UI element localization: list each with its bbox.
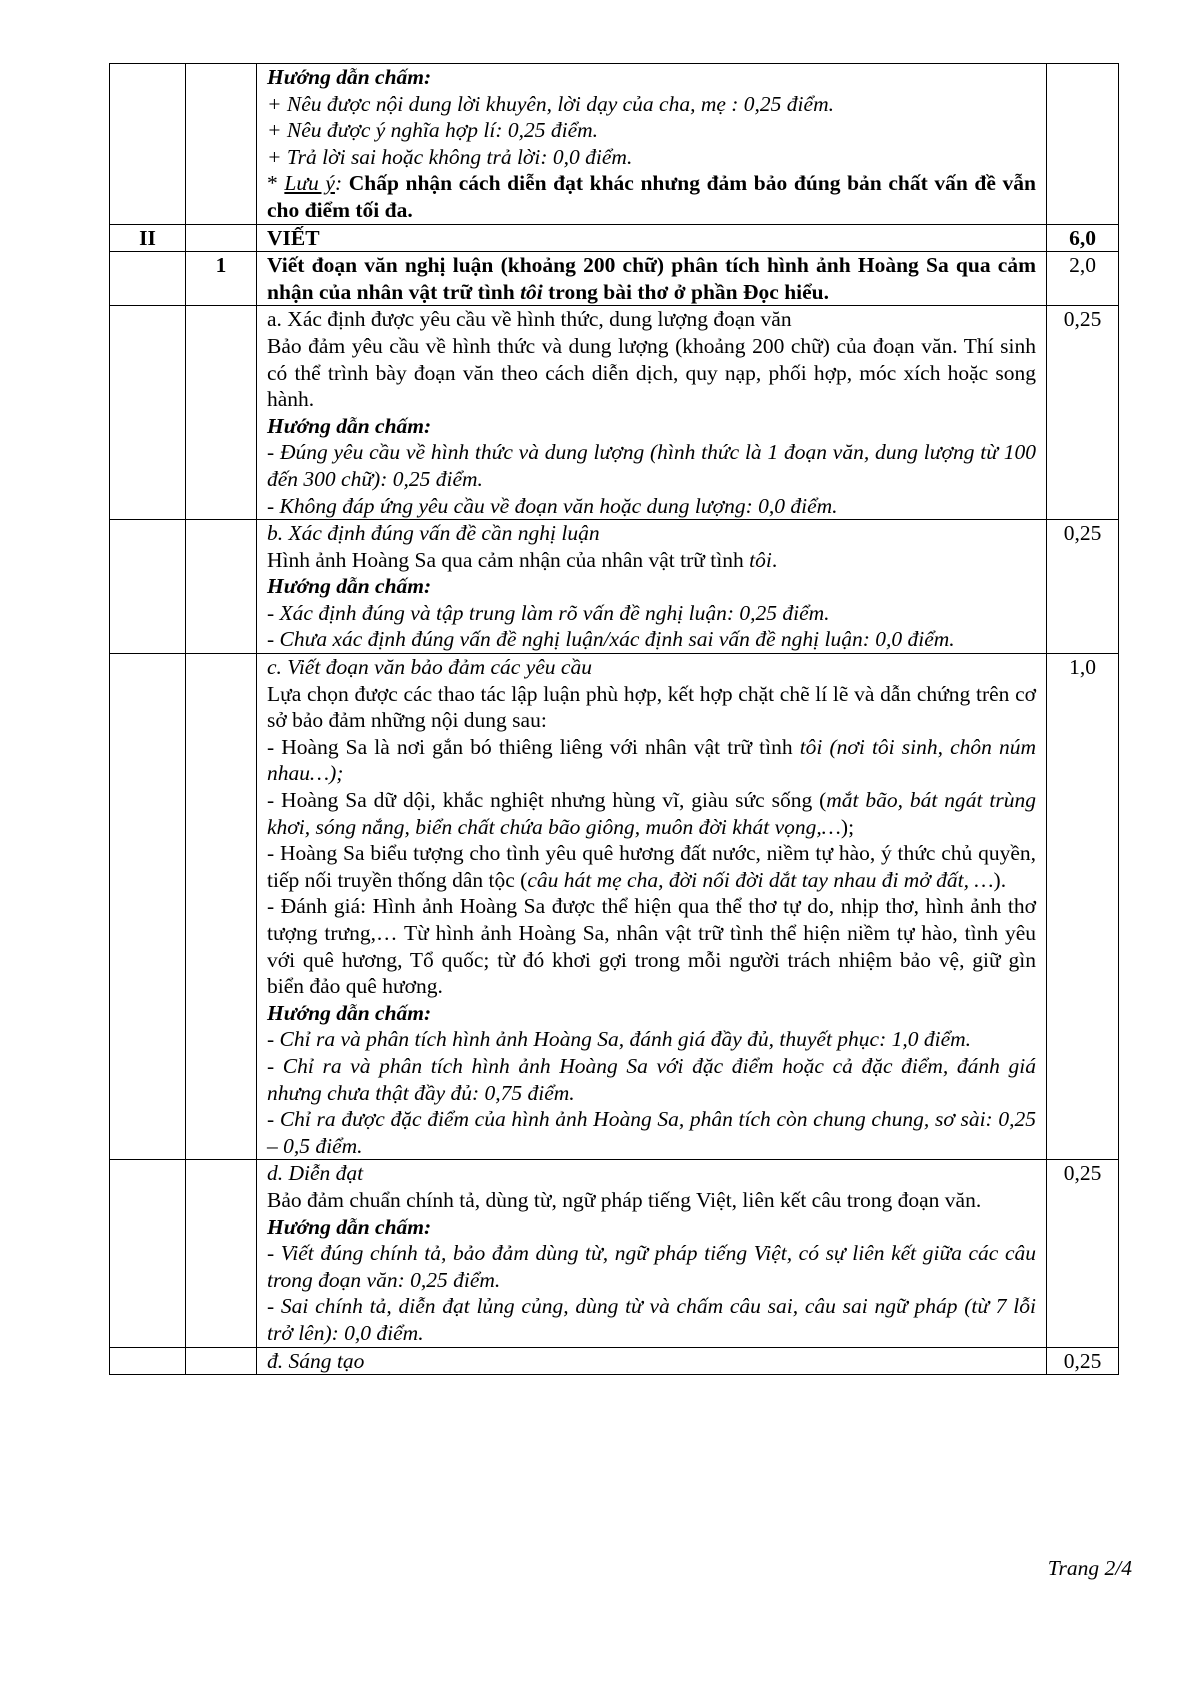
part-cell: [110, 654, 186, 1160]
criterion-body: Hình ảnh Hoàng Sa qua cảm nhận của nhân vật trữ tình tôi.: [267, 547, 778, 572]
content-point: - Đánh giá: Hình ảnh Hoàng Sa được thể hiện qua thể thơ tự do, nhịp thơ, hình ảnh thơ tượng trưng,… Từ hình ảnh Hoàng Sa, nhân vật trữ tình thể hiện niềm tự hào, tình yêu với quê hương, Tổ quốc; từ đó khơi gợi trong mỗi người trách nhiệm bảo vệ, giữ gìn biển đảo quê hương.: [267, 894, 1036, 999]
guide-line: - Không đáp ứng yêu cầu về đoạn văn hoặc dung lượng: 0,0 điểm.: [267, 493, 838, 518]
content-point: - Hoàng Sa biểu tượng cho tình yêu quê hương đất nước, niềm tự hào, ý thức chủ quyền, tiếp nối truyền thống dân tộc (câu hát mẹ cha, đời nối đời dắt tay nhau đi mở đất, …).: [267, 841, 1036, 892]
guide-line: + Nêu được nội dung lời khuyên, lời dạy của cha, mẹ : 0,25 điểm.: [267, 91, 834, 116]
part-cell: [110, 252, 186, 306]
note-label: Lưu ý: [284, 171, 335, 196]
page-number: Trang 2/4: [1047, 1556, 1132, 1580]
score-cell: 0,25: [1047, 1347, 1119, 1375]
guide-line: - Xác định đúng và tập trung làm rõ vấn đề nghị luận: 0,25 điểm.: [267, 600, 830, 625]
question-cell: [186, 1347, 257, 1375]
section-title: VIẾT: [257, 224, 1047, 252]
guide-line: - Chỉ ra và phân tích hình ảnh Hoàng Sa với đặc điểm hoặc cả đặc điểm, đánh giá nhưng chưa thật đầy đủ: 0,75 điểm.: [267, 1053, 1036, 1105]
criterion-body: Lựa chọn được các thao tác lập luận phù hợp, kết hợp chặt chẽ lí lẽ và dẫn chứng trên cơ sở bảo đảm những nội dung sau:: [267, 681, 1036, 733]
question-cell: [186, 224, 257, 252]
guide-heading: Hướng dẫn chấm:: [267, 1214, 432, 1239]
table-row: [110, 1160, 1119, 1347]
content-cell: [257, 1160, 1047, 1347]
content-point: - Hoàng Sa là nơi gắn bó thiêng liêng với nhân vật trữ tình tôi (nơi tôi sinh, chôn núm nhau…);: [267, 734, 1036, 786]
table-row: [110, 252, 1119, 306]
score-cell: 2,0: [1047, 252, 1119, 306]
question-cell: [186, 64, 257, 225]
question-number: 1: [186, 252, 257, 306]
table-row: [110, 306, 1119, 520]
criterion-heading: a. Xác định được yêu cầu về hình thức, dung lượng đoạn văn: [267, 307, 792, 332]
score-cell: 6,0: [1047, 224, 1119, 252]
guide-heading: Hướng dẫn chấm:: [267, 1000, 432, 1025]
part-cell: [110, 520, 186, 654]
content-cell: [257, 306, 1047, 520]
table-row: [110, 1347, 1119, 1375]
part-cell: [110, 1160, 186, 1347]
table-row: [110, 654, 1119, 1160]
table-row: [110, 224, 1119, 252]
content-cell: [257, 520, 1047, 654]
criterion-heading: d. Diễn đạt: [267, 1161, 364, 1186]
question-text: Viết đoạn văn nghị luận (khoảng 200 chữ) phân tích hình ảnh Hoàng Sa qua cảm nhận của nhân vật trữ tình tôi trong bài thơ ở phần Đọc hiểu.: [267, 253, 1036, 304]
question-cell: [186, 520, 257, 654]
content-cell: [257, 1347, 1047, 1375]
score-cell: 0,25: [1047, 520, 1119, 654]
guide-line: - Chưa xác định đúng vấn đề nghị luận/xác định sai vấn đề nghị luận: 0,0 điểm.: [267, 627, 955, 652]
guide-heading: Hướng dẫn chấm:: [267, 413, 432, 438]
criterion-body: Bảo đảm yêu cầu về hình thức và dung lượng (khoảng 200 chữ) của đoạn văn. Thí sinh có thể trình bày đoạn văn theo cách diễn dịch, quy nạp, phối hợp, móc xích hoặc song hành.: [267, 333, 1036, 412]
score-cell: 0,25: [1047, 306, 1119, 520]
criterion-body: Bảo đảm chuẩn chính tả, dùng từ, ngữ pháp tiếng Việt, liên kết câu trong đoạn văn.: [267, 1187, 982, 1212]
criterion-heading: đ. Sáng tạo: [267, 1348, 365, 1373]
question-cell: [186, 1160, 257, 1347]
table-row: [110, 520, 1119, 654]
score-cell: [1047, 64, 1119, 225]
criterion-heading: b. Xác định đúng vấn đề cần nghị luận: [267, 521, 600, 546]
content-point: - Hoàng Sa dữ dội, khắc nghiệt nhưng hùng vĩ, giàu sức sống (mắt bão, bát ngát trùng khơi, sóng nắng, biển chất chứa bão giông, muôn đời khát vọng,…);: [267, 788, 1036, 839]
note: * Lưu ý: Chấp nhận cách diễn đạt khác nhưng đảm bảo đúng bản chất vấn đề vẫn cho điểm tối đa.: [267, 171, 1036, 222]
part-cell: II: [110, 224, 186, 252]
score-cell: 0,25: [1047, 1160, 1119, 1347]
content-cell: [257, 252, 1047, 306]
grading-table: [109, 63, 1119, 1375]
table-row: [110, 64, 1119, 225]
guide-line: - Chỉ ra và phân tích hình ảnh Hoàng Sa, đánh giá đầy đủ, thuyết phục: 1,0 điểm.: [267, 1027, 972, 1052]
guide-line: + Trả lời sai hoặc không trả lời: 0,0 điểm.: [267, 144, 633, 169]
content-cell: [257, 64, 1047, 225]
part-cell: [110, 64, 186, 225]
guide-line: - Đúng yêu cầu về hình thức và dung lượng (hình thức là 1 đoạn văn, dung lượng từ 100 đến 300 chữ): 0,25 điểm.: [267, 440, 1036, 491]
note-text: Chấp nhận cách diễn đạt khác nhưng đảm bảo đúng bản chất vấn đề vẫn cho điểm tối đa.: [267, 171, 1036, 222]
score-cell: 1,0: [1047, 654, 1119, 1160]
guide-line: - Sai chính tả, diễn đạt lủng củng, dùng từ và chấm câu sai, câu sai ngữ pháp (từ 7 lỗi trở lên): 0,0 điểm.: [267, 1294, 1036, 1345]
guide-line: + Nêu được ý nghĩa hợp lí: 0,25 điểm.: [267, 118, 599, 143]
content-cell: [257, 654, 1047, 1160]
question-cell: [186, 654, 257, 1160]
question-cell: [186, 306, 257, 520]
part-cell: [110, 1347, 186, 1375]
guide-line: - Chỉ ra được đặc điểm của hình ảnh Hoàng Sa, phân tích còn chung chung, sơ sài: 0,25 – 0,5 điểm.: [267, 1107, 1036, 1158]
guide-line: - Viết đúng chính tả, bảo đảm dùng từ, ngữ pháp tiếng Việt, có sự liên kết giữa các câu trong đoạn văn: 0,25 điểm.: [267, 1241, 1036, 1292]
criterion-heading: c. Viết đoạn văn bảo đảm các yêu cầu: [267, 655, 592, 680]
guide-heading: Hướng dẫn chấm:: [267, 574, 432, 599]
guide-heading: Hướng dẫn chấm:: [267, 65, 432, 89]
part-cell: [110, 306, 186, 520]
